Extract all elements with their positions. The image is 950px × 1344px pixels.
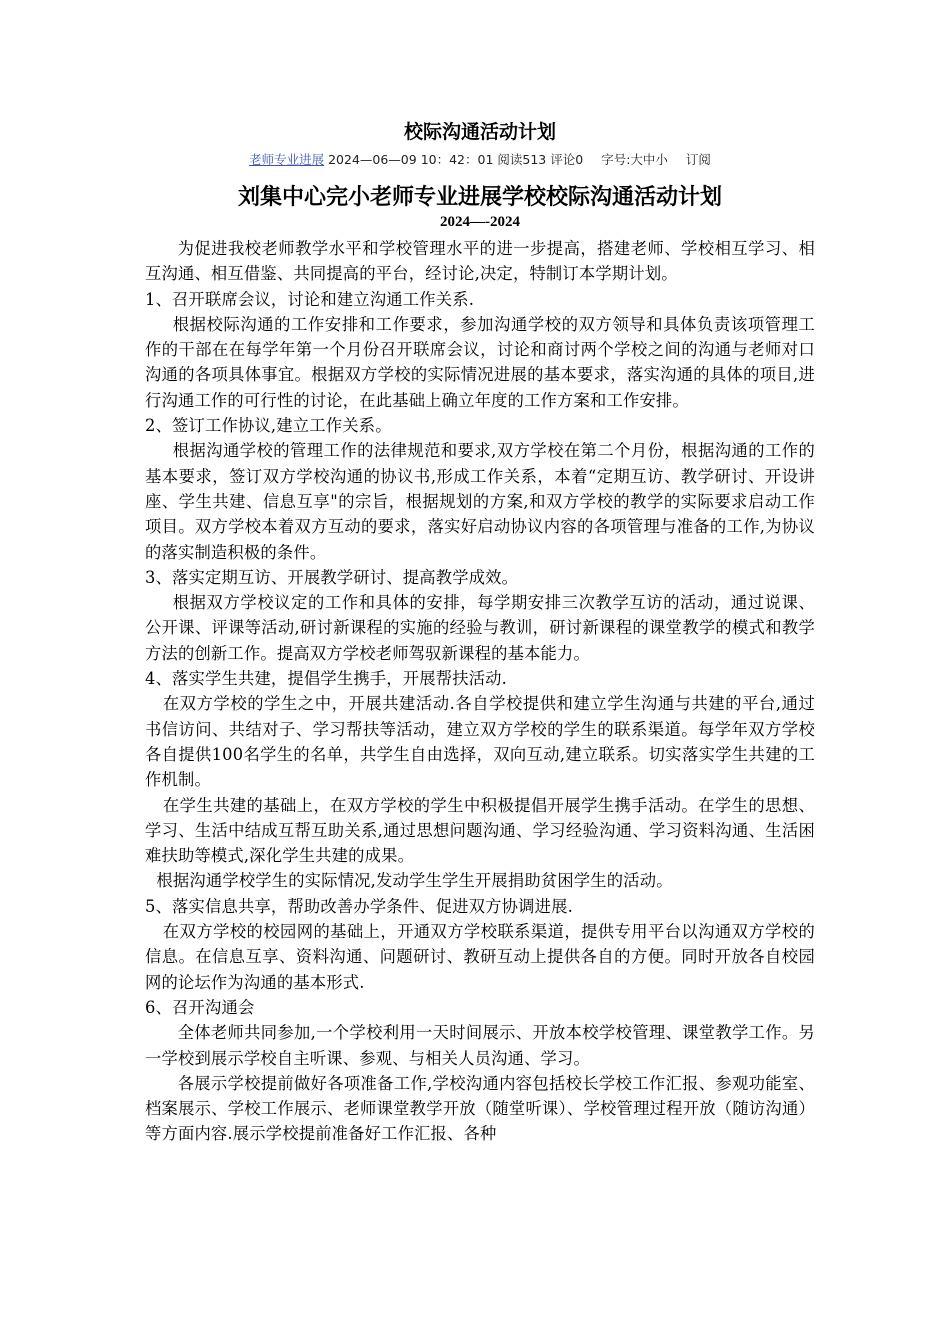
- section-paragraph: 在双方学校的校园网的基础上，开通双方学校联系渠道，提供专用平台以沟通双方学校的信息。在信息互享、资料沟通、问题研讨、教研互动上提供各自的方便。同时开放各自校园网的论坛作为沟通的基本形式.: [145, 922, 815, 992]
- category-link[interactable]: 老师专业进展: [249, 152, 325, 167]
- document-body: [145, 236, 815, 1147]
- section-heading: 1、召开联席会议，讨论和建立沟通工作关系.: [145, 289, 475, 309]
- section-paragraph: 根据沟通学校的管理工作的法律规范和要求,双方学校在第二个月份，根据沟通的工作的基本要求，签订双方学校沟通的协议书,形成工作关系，本着“定期互访、教学研讨、开设讲座、学生共建、信息互享"的宗旨，根据规划的方案,和双方学校的教学的实际要求启动工作项目。双方学校本着双方互动的要求，落实好启动协议内容的各项管理与准备的工作,为协议的落实制造积极的条件。: [145, 441, 815, 562]
- section-paragraph: 根据沟通学校学生的实际情况,发动学生学生开展捐助贫困学生的活动。: [156, 871, 673, 891]
- section-heading: 3、落实定期互访、开展教学研讨、提高教学成效。: [145, 567, 519, 587]
- section-heading: 6、召开沟通会: [145, 997, 255, 1017]
- document-year: 2024—-2024: [440, 214, 520, 230]
- section-paragraph: 全体老师共同参加,一个学校利用一天时间展示、开放本校学校管理、课堂教学工作。另一学校到展示学校自主听课、参观、与相关人员沟通、学习。: [145, 1023, 815, 1068]
- read-comment-stats: 阅读513 评论0: [497, 152, 584, 167]
- document-page: [145, 118, 815, 1147]
- subscribe-link[interactable]: 订阅: [685, 152, 711, 167]
- section-paragraph: 各展示学校提前做好各项准备工作,学校沟通内容包括校长学校工作汇报、参观功能室、档案展示、学校工作展示、老师课堂教学开放（随堂听课）、学校管理过程开放（随访沟通）等方面内容.展示学校提前准备好工作汇报、各种: [145, 1073, 815, 1144]
- section-paragraph: 根据双方学校议定的工作和具体的安排，每学期安排三次教学互访的活动，通过说课、公开课、评课等活动,研讨新课程的实施的经验与教训，研讨新课程的课堂教学的模式和教学方法的创新工作。提高双方学校老师驾驭新课程的基本能力。: [145, 593, 815, 663]
- section-paragraph: 在双方学校的学生之中，开展共建活动.各自学校提供和建立学生沟通与共建的平台,通过书信访问、共结对子、学习帮扶等活动，建立双方学校的学生的联系渠道。每学年双方学校各自提供100名学生的名单，共学生自由选择，双向互动,建立联系。切实落实学生共建的工作机制。: [145, 694, 815, 790]
- section-heading: 5、落实信息共享，帮助改善办学条件、促进双方协调进展.: [145, 896, 573, 916]
- section-heading: 2、签订工作协议,建立工作关系。: [145, 416, 392, 436]
- section-paragraph: 在学生共建的基础上，在双方学校的学生中积极提倡开展学生携手活动。在学生的思想、学习、生活中结成互帮互助关系,通过思想问题沟通、学习经验沟通、学习资料沟通、生活困难扶助等模式,深化学生共建的成果。: [145, 795, 815, 866]
- font-size-control[interactable]: 字号:大中小: [601, 152, 668, 167]
- document-main-title: 刘集中心完小老师专业进展学校校际沟通活动计划: [237, 184, 722, 210]
- intro-paragraph: 为促进我校老师教学水平和学校管理水平的进一步提高，搭建老师、学校相互学习、相互沟通、相互借鉴、共同提高的平台，经讨论,决定，特制订本学期计划。: [145, 239, 815, 284]
- timestamp: 2024—06—09 10：42：01: [328, 152, 494, 167]
- page-title: 校际沟通活动计划: [403, 121, 556, 143]
- section-heading: 4、落实学生共建，提倡学生携手，开展帮扶活动.: [145, 669, 508, 689]
- section-paragraph: 根据校际沟通的工作安排和工作要求，参加沟通学校的双方领导和具体负责该项管理工作的干部在在每学年第一个月份召开联席会议，讨论和商讨两个学校之间的沟通与老师对口沟通的各项具体事宜。根据双方学校的实际情况进展的基本要求，落实沟通的具体的项目,进行沟通工作的可行性的讨论，在此基础上确立年度的工作方案和工作安排。: [145, 314, 815, 410]
- meta-line: [145, 150, 815, 170]
